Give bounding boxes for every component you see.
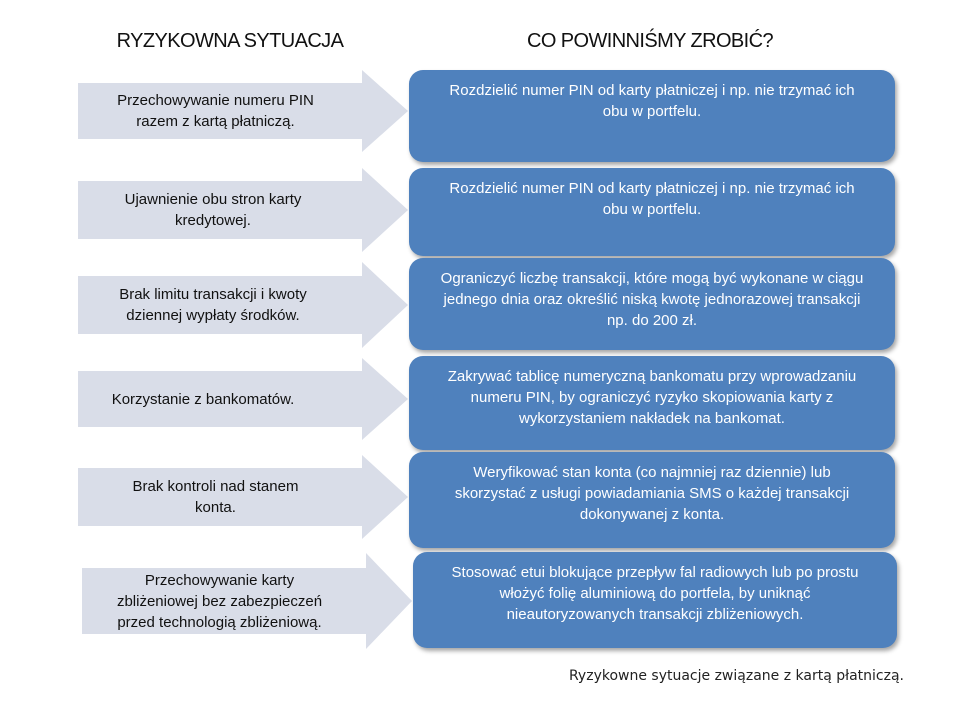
situation-line: zbliżeniowej bez zabezpieczeń: [116, 592, 323, 610]
situation-text: [93, 83, 338, 139]
action-line: nieautoryzowanych transakcji zbliżeniowych.: [506, 606, 804, 623]
situation-text: [97, 568, 342, 634]
action-line: obu w portfelu.: [602, 201, 702, 218]
situation-line: Ujawnienie obu stron karty: [124, 191, 302, 208]
left-column-header: RYZYKOWNA SYTUACJA: [116, 30, 344, 52]
action-line: skorzystać z usługi powiadamiania SMS o każdej transakcji: [454, 485, 850, 502]
recommended-action-box: [409, 168, 895, 256]
figure-caption: Ryzykowne sytuacje związane z kartą płatniczą.: [568, 668, 904, 684]
action-line: Ograniczyć liczbę transakcji, które mogą być wykonane w ciągu: [440, 270, 864, 287]
action-line: Rozdzielić numer PIN od karty płatniczej i np. nie trzymać ich: [449, 180, 855, 197]
situation-line: przed technologią zbliżeniową.: [117, 613, 322, 631]
situation-arrow: [82, 553, 412, 649]
recommended-action-box: [409, 356, 895, 450]
situation-line: dziennej wypłaty środków.: [126, 307, 300, 324]
action-line: Rozdzielić numer PIN od karty płatniczej i np. nie trzymać ich: [449, 82, 855, 99]
situation-arrow: [78, 70, 408, 152]
action-line: Stosować etui blokujące przepływ fal radiowych lub po prostu: [451, 564, 859, 581]
situation-line: Przechowywanie karty: [144, 571, 295, 589]
situation-line: kredytowej.: [175, 212, 251, 229]
recommended-action-box: [409, 258, 895, 350]
situation-line: Korzystanie z bankomatów.: [111, 390, 295, 408]
recommended-action-box: [409, 70, 895, 162]
action-line: wykorzystaniem nakładek na bankomat.: [519, 410, 785, 427]
situation-text: [88, 181, 338, 239]
situation-line: Brak limitu transakcji i kwoty: [119, 286, 307, 303]
situation-text: [93, 468, 338, 526]
situation-text: [88, 371, 318, 427]
action-line: numeru PIN, by ograniczyć ryzyko skopiowania karty z: [470, 389, 834, 406]
situation-line: razem z kartą płatniczą.: [136, 113, 295, 130]
situation-arrow: [78, 455, 408, 539]
recommended-action-box: [409, 452, 895, 548]
situation-arrow: [78, 168, 408, 252]
action-line: Weryfikować stan konta (co najmniej raz dziennie) lub: [473, 464, 831, 481]
situation-line: Przechowywanie numeru PIN: [117, 92, 314, 109]
situation-line: konta.: [195, 499, 236, 516]
situation-arrow: [78, 262, 408, 348]
recommended-action-box: [413, 552, 897, 648]
action-line: np. do 200 zł.: [606, 312, 698, 329]
situation-line: Brak kontroli nad stanem: [132, 478, 299, 495]
action-line: Zakrywać tablicę numeryczną bankomatu przy wprowadzaniu: [447, 368, 857, 385]
action-line: dokonywanej z konta.: [579, 506, 725, 523]
right-column-header: CO POWINNIŚMY ZROBIĆ?: [527, 30, 773, 52]
action-line: jednego dnia oraz określić niską kwotę jednorazowej transakcji: [443, 291, 861, 308]
action-line: włożyć folię aluminiową do portfela, by uniknąć: [499, 585, 811, 602]
situation-arrow: [78, 358, 408, 440]
action-line: obu w portfelu.: [602, 103, 702, 120]
situation-text: [88, 276, 338, 334]
